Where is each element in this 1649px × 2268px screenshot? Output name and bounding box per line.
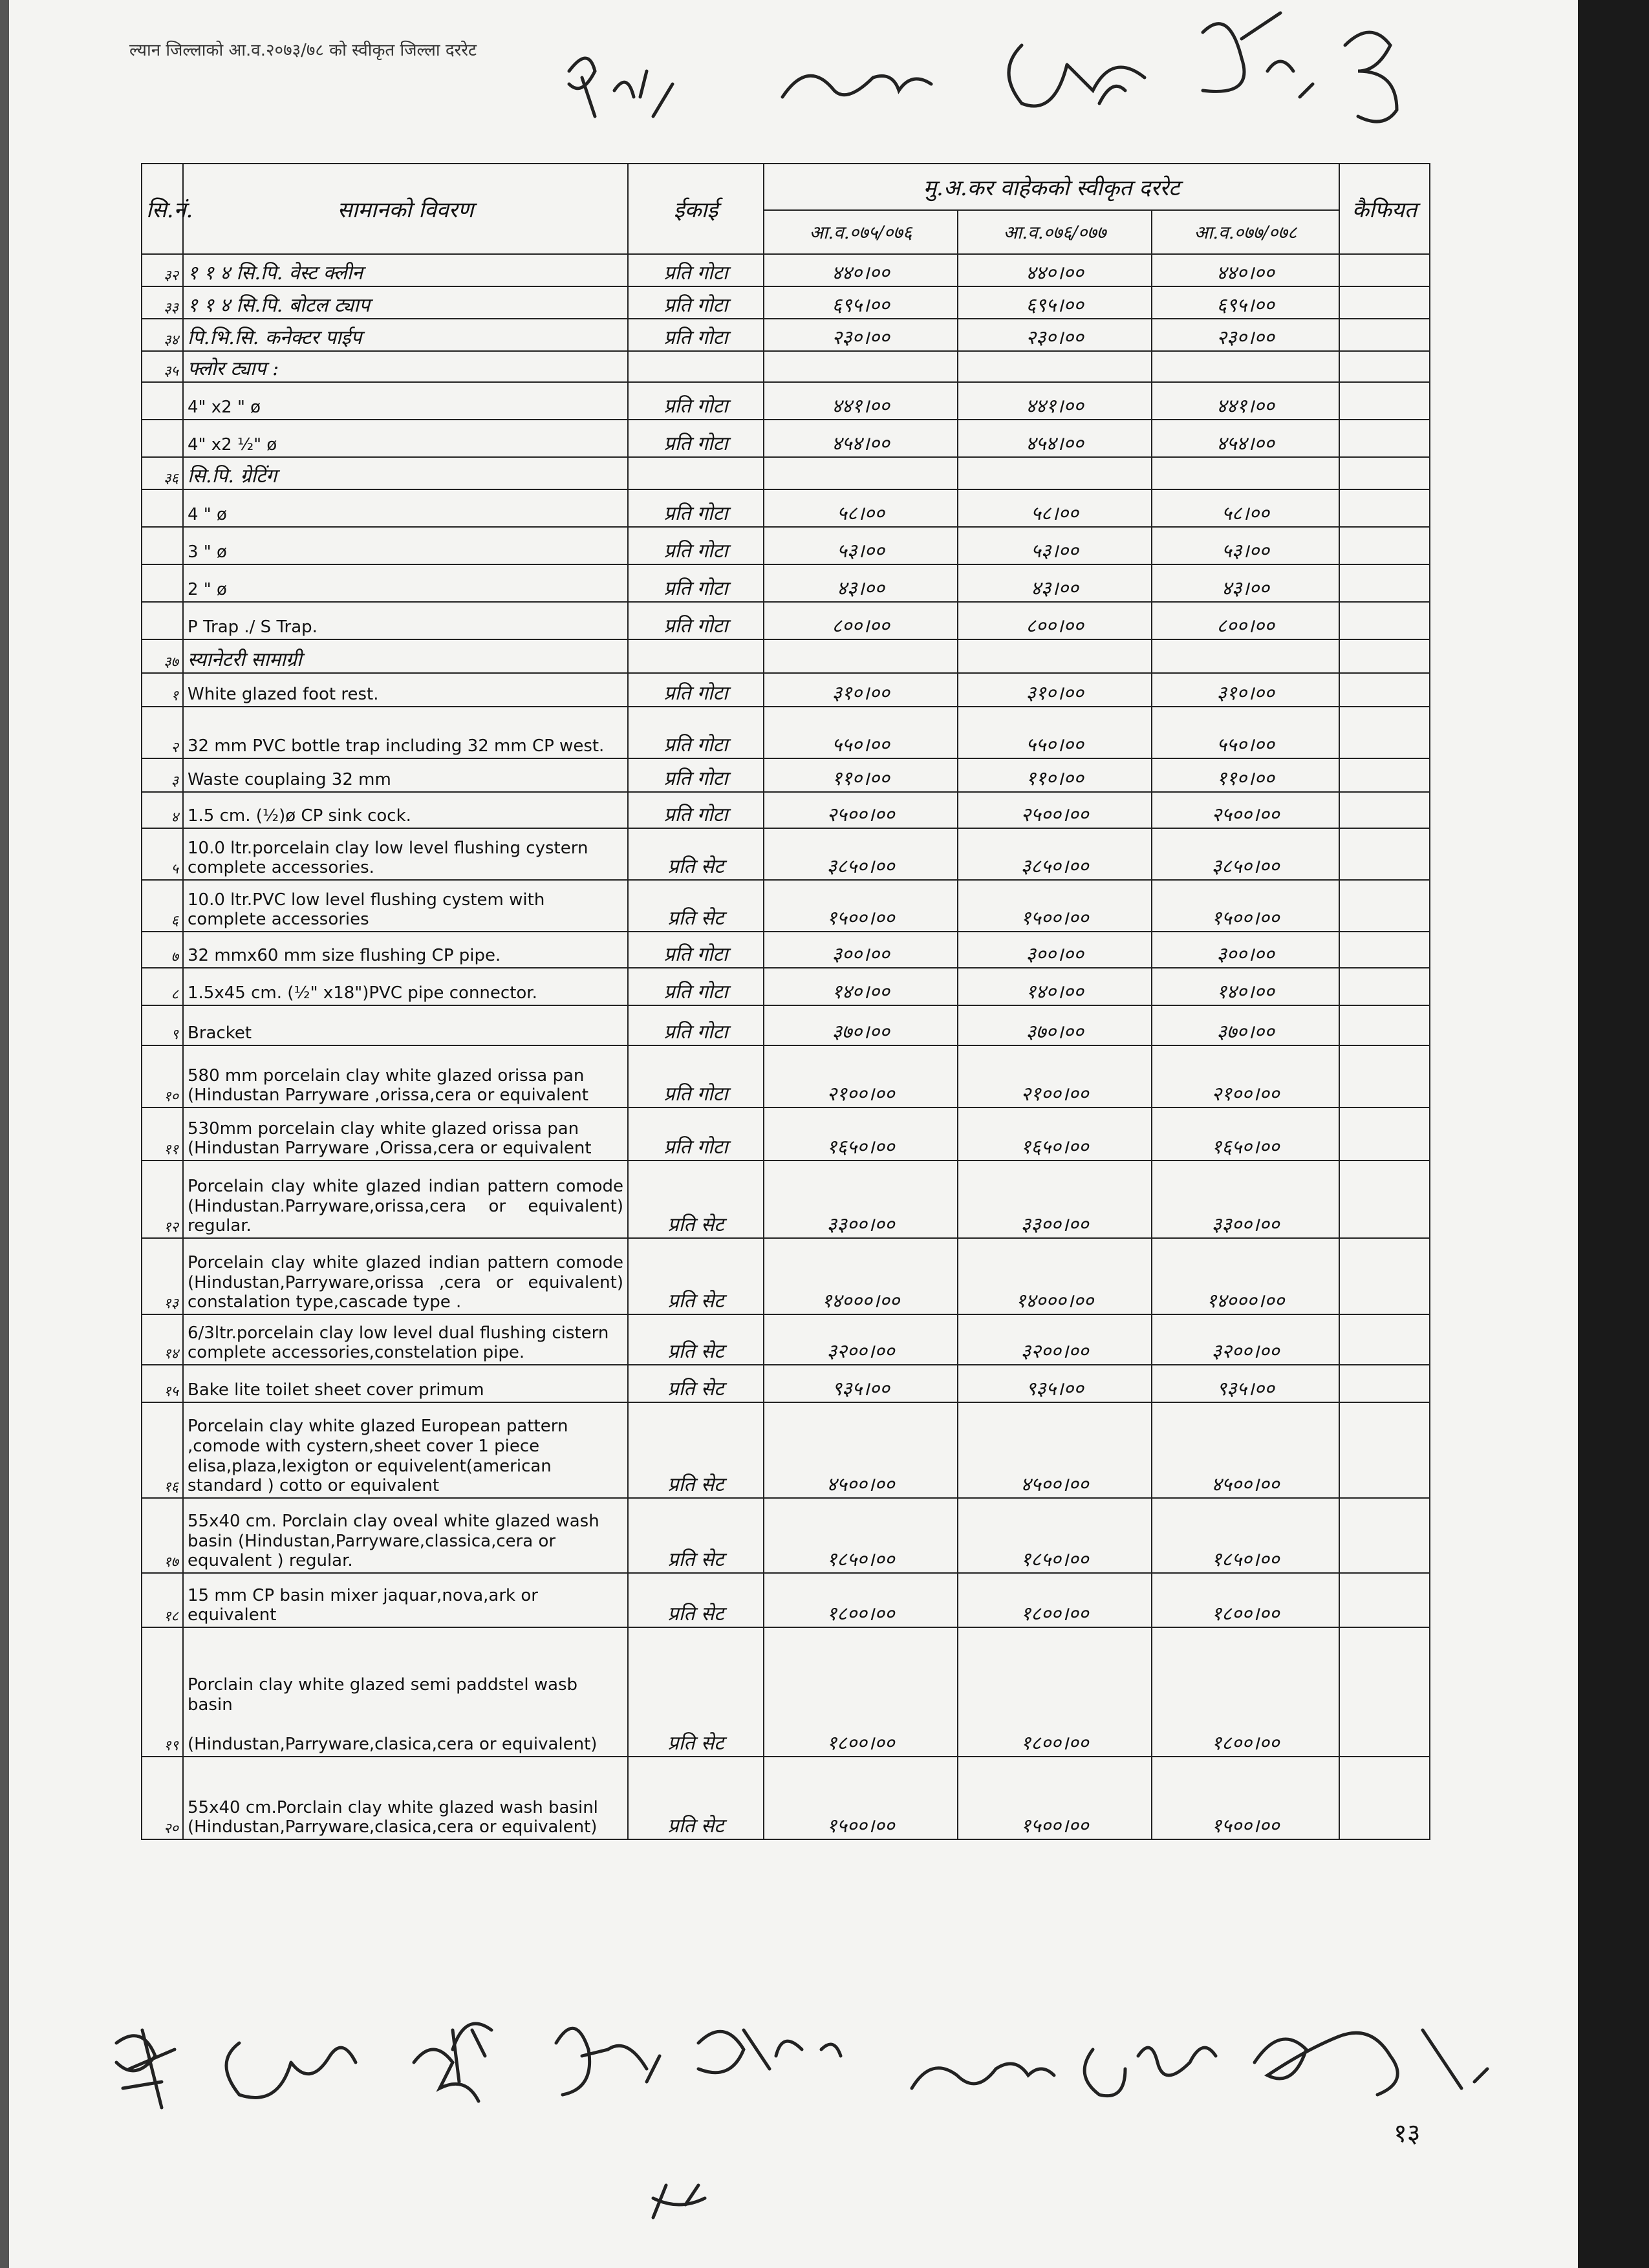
row-description: 3 " ø <box>183 527 628 564</box>
table-row <box>142 880 1430 932</box>
row-rate-fy2: १६५०।०० <box>958 1107 1152 1161</box>
row-remarks <box>1339 1045 1430 1107</box>
row-rate-fy2: ४५००।०० <box>958 1402 1152 1498</box>
col-description: सामानको विवरण <box>183 164 628 254</box>
row-sn: १२ <box>142 1161 183 1238</box>
row-remarks <box>1339 1161 1430 1238</box>
row-rate-fy1: ३२००।०० <box>764 1314 958 1365</box>
row-remarks <box>1339 1365 1430 1402</box>
page-number: १३ <box>1394 2119 1421 2148</box>
row-remarks <box>1339 828 1430 880</box>
row-unit: प्रति गोटा <box>628 1045 764 1107</box>
row-sn: ३७ <box>142 639 183 673</box>
col-fy3: आ.व.०७७/०७८ <box>1152 210 1339 254</box>
row-rate-fy1: १६५०।०० <box>764 1107 958 1161</box>
row-rate-fy3: ३३००।०० <box>1152 1161 1339 1238</box>
row-description: 10.0 ltr.porcelain clay low level flushing cystern complete accessories. <box>183 828 628 880</box>
row-rate-fy2: २५००।०० <box>958 792 1152 828</box>
row-unit: प्रति गोटा <box>628 527 764 564</box>
col-fy1: आ.व.०७५/०७६ <box>764 210 958 254</box>
row-unit: प्रति सेट <box>628 880 764 932</box>
row-description: 10.0 ltr.PVC low level flushing cystem with complete accessories <box>183 880 628 932</box>
table-row <box>142 1314 1430 1365</box>
row-rate-fy2: ३३००।०० <box>958 1161 1152 1238</box>
row-rate-fy1: ४४०।०० <box>764 254 958 286</box>
row-sn: ८ <box>142 968 183 1005</box>
row-rate-fy2: ३७०।०० <box>958 1005 1152 1045</box>
row-description: 580 mm porcelain clay white glazed orissa pan (Hindustan Parryware ,orissa,cera or equivalent <box>183 1045 628 1107</box>
row-rate-fy1: ३००।०० <box>764 932 958 968</box>
row-sn: १९ <box>142 1627 183 1757</box>
row-rate-fy3: ११०।०० <box>1152 758 1339 792</box>
row-rate-fy2 <box>958 457 1152 489</box>
row-rate-fy2: २१००।०० <box>958 1045 1152 1107</box>
row-rate-fy2: ११०।०० <box>958 758 1152 792</box>
row-description: 4" x2 " ø <box>183 382 628 420</box>
row-rate-fy1: १४०।०० <box>764 968 958 1005</box>
row-sn: १६ <box>142 1402 183 1498</box>
row-sn: ३४ <box>142 319 183 351</box>
row-unit: प्रति गोटा <box>628 792 764 828</box>
row-remarks <box>1339 1757 1430 1839</box>
row-unit: प्रति सेट <box>628 1757 764 1839</box>
row-remarks <box>1339 254 1430 286</box>
row-rate-fy3: ४५००।०० <box>1152 1402 1339 1498</box>
row-rate-fy2 <box>958 639 1152 673</box>
row-rate-fy3: ८००।०० <box>1152 602 1339 639</box>
table-row <box>142 1498 1430 1573</box>
table-row <box>142 1161 1430 1238</box>
row-remarks <box>1339 489 1430 527</box>
row-description: 15 mm CP basin mixer jaquar,nova,ark or equivalent <box>183 1573 628 1627</box>
row-rate-fy1 <box>764 351 958 382</box>
row-description: पि.भि.सि. कनेक्टर पाईप <box>183 319 628 351</box>
row-remarks <box>1339 420 1430 457</box>
table-row <box>142 673 1430 707</box>
row-description: 4" x2 ½" ø <box>183 420 628 457</box>
row-unit: प्रति सेट <box>628 1627 764 1757</box>
row-rate-fy3: ३००।०० <box>1152 932 1339 968</box>
row-rate-fy3: ९३५।०० <box>1152 1365 1339 1402</box>
row-rate-fy1: ५३।०० <box>764 527 958 564</box>
col-remarks: कैफियत <box>1339 164 1430 254</box>
row-rate-fy1: ३३००।०० <box>764 1161 958 1238</box>
row-rate-fy1: ९३५।०० <box>764 1365 958 1402</box>
row-rate-fy3 <box>1152 457 1339 489</box>
rate-table <box>141 163 1430 1840</box>
table-row <box>142 1365 1430 1402</box>
row-rate-fy3: ३१०।०० <box>1152 673 1339 707</box>
row-rate-fy2: ४३।०० <box>958 564 1152 602</box>
row-remarks <box>1339 457 1430 489</box>
row-sn: ५ <box>142 828 183 880</box>
table-row <box>142 1757 1430 1839</box>
row-rate-fy2: ५५०।०० <box>958 707 1152 758</box>
row-rate-fy2: १८५०।०० <box>958 1498 1152 1573</box>
row-rate-fy2: १४०००।०० <box>958 1238 1152 1314</box>
row-description: 4 " ø <box>183 489 628 527</box>
row-sn: २ <box>142 707 183 758</box>
row-unit: प्रति गोटा <box>628 420 764 457</box>
row-unit <box>628 457 764 489</box>
row-remarks <box>1339 639 1430 673</box>
row-description: 1.5 cm. (½)ø CP sink cock. <box>183 792 628 828</box>
row-sn: ७ <box>142 932 183 968</box>
row-rate-fy1: ८००।०० <box>764 602 958 639</box>
row-rate-fy3: ३८५०।०० <box>1152 828 1339 880</box>
row-unit: प्रति गोटा <box>628 1107 764 1161</box>
row-remarks <box>1339 880 1430 932</box>
row-rate-fy1: २५००।०० <box>764 792 958 828</box>
row-unit: प्रति गोटा <box>628 1005 764 1045</box>
row-description: Porcelain clay white glazed European pattern ,comode with cystern,sheet cover 1 piece elisa,plaza,lexigton or equivelent(american standard ) cotto or equivalent <box>183 1402 628 1498</box>
row-unit: प्रति सेट <box>628 828 764 880</box>
table-row <box>142 639 1430 673</box>
row-description: Porclain clay white glazed semi paddstel wasb basin (Hindustan,Parryware,clasica,cera or equivalent) <box>183 1627 628 1757</box>
row-rate-fy1: ६९५।०० <box>764 286 958 319</box>
row-sn: १८ <box>142 1573 183 1627</box>
row-unit: प्रति गोटा <box>628 932 764 968</box>
row-rate-fy1: ५८।०० <box>764 489 958 527</box>
row-rate-fy3: २१००।०० <box>1152 1045 1339 1107</box>
row-remarks <box>1339 1627 1430 1757</box>
row-rate-fy2: ५३।०० <box>958 527 1152 564</box>
row-rate-fy3: ५३।०० <box>1152 527 1339 564</box>
row-description: 6/3ltr.porcelain clay low level dual flushing cistern complete accessories,constelation pipe. <box>183 1314 628 1365</box>
table-header-row <box>142 164 1430 210</box>
row-rate-fy2: १८००।०० <box>958 1573 1152 1627</box>
row-remarks <box>1339 319 1430 351</box>
row-rate-fy3 <box>1152 639 1339 673</box>
row-sn: ३ <box>142 758 183 792</box>
row-unit: प्रति गोटा <box>628 673 764 707</box>
row-sn: ६ <box>142 880 183 932</box>
signatures-top <box>0 0 1649 168</box>
table-row <box>142 420 1430 457</box>
header-note: ल्यान जिल्लाको आ.व.२०७३/७८ को स्वीकृत जिल्ला दररेट <box>129 41 477 60</box>
row-sn: ३६ <box>142 457 183 489</box>
table-row <box>142 1573 1430 1627</box>
row-rate-fy3: १८००।०० <box>1152 1627 1339 1757</box>
table-row <box>142 1238 1430 1314</box>
table-row <box>142 351 1430 382</box>
row-sn <box>142 489 183 527</box>
row-rate-fy1: ३७०।०० <box>764 1005 958 1045</box>
table-row <box>142 286 1430 319</box>
row-sn: २० <box>142 1757 183 1839</box>
row-sn: १३ <box>142 1238 183 1314</box>
row-sn: ३३ <box>142 286 183 319</box>
row-unit: प्रति गोटा <box>628 319 764 351</box>
row-rate-fy3: १८००।०० <box>1152 1573 1339 1627</box>
table-row <box>142 382 1430 420</box>
row-remarks <box>1339 968 1430 1005</box>
row-rate-fy2: २३०।०० <box>958 319 1152 351</box>
row-remarks <box>1339 1005 1430 1045</box>
row-rate-fy1: ४५००।०० <box>764 1402 958 1498</box>
row-description: P Trap ./ S Trap. <box>183 602 628 639</box>
table-row <box>142 1107 1430 1161</box>
row-remarks <box>1339 351 1430 382</box>
row-unit: प्रति गोटा <box>628 707 764 758</box>
table-row <box>142 707 1430 758</box>
row-remarks <box>1339 673 1430 707</box>
row-unit <box>628 639 764 673</box>
table-row <box>142 932 1430 968</box>
row-rate-fy1: ३८५०।०० <box>764 828 958 880</box>
row-unit <box>628 351 764 382</box>
table-row <box>142 254 1430 286</box>
row-sn <box>142 602 183 639</box>
row-remarks <box>1339 564 1430 602</box>
row-rate-fy1 <box>764 457 958 489</box>
row-rate-fy1: ३१०।०० <box>764 673 958 707</box>
row-description: Porcelain clay white glazed indian pattern comode (Hindustan,Parryware,orissa ,cera or equivalent) constalation type,cascade type . <box>183 1238 628 1314</box>
row-unit: प्रति सेट <box>628 1238 764 1314</box>
row-rate-fy3: ४४०।०० <box>1152 254 1339 286</box>
row-unit: प्रति गोटा <box>628 968 764 1005</box>
row-rate-fy3: १६५०।०० <box>1152 1107 1339 1161</box>
table-row <box>142 792 1430 828</box>
row-rate-fy3: ४५४।०० <box>1152 420 1339 457</box>
table-row <box>142 489 1430 527</box>
row-rate-fy3: २५००।०० <box>1152 792 1339 828</box>
table-row <box>142 564 1430 602</box>
row-remarks <box>1339 707 1430 758</box>
row-remarks <box>1339 932 1430 968</box>
row-rate-fy3: ३२००।०० <box>1152 1314 1339 1365</box>
row-rate-fy2: ४४१।०० <box>958 382 1152 420</box>
row-remarks <box>1339 1402 1430 1498</box>
table-row <box>142 1045 1430 1107</box>
row-rate-fy2: ९३५।०० <box>958 1365 1152 1402</box>
row-sn: १ <box>142 673 183 707</box>
row-unit: प्रति गोटा <box>628 602 764 639</box>
row-remarks <box>1339 527 1430 564</box>
col-sn: सि.नं. <box>142 164 183 254</box>
row-rate-fy3: ४४१।०० <box>1152 382 1339 420</box>
row-description: Bake lite toilet sheet cover primum <box>183 1365 628 1402</box>
table-row <box>142 758 1430 792</box>
row-sn: ४ <box>142 792 183 828</box>
row-remarks <box>1339 1314 1430 1365</box>
row-remarks <box>1339 792 1430 828</box>
row-unit: प्रति गोटा <box>628 758 764 792</box>
row-remarks <box>1339 602 1430 639</box>
row-unit: प्रति सेट <box>628 1573 764 1627</box>
row-rate-fy3: १८५०।०० <box>1152 1498 1339 1573</box>
row-rate-fy2: ३२००।०० <box>958 1314 1152 1365</box>
row-remarks <box>1339 286 1430 319</box>
row-unit: प्रति सेट <box>628 1314 764 1365</box>
col-fy2: आ.व.०७६/०७७ <box>958 210 1152 254</box>
row-description: फ्लोर ट्याप : <box>183 351 628 382</box>
row-sn: ९ <box>142 1005 183 1045</box>
row-rate-fy2: ८००।०० <box>958 602 1152 639</box>
table-row <box>142 527 1430 564</box>
row-sn <box>142 527 183 564</box>
row-unit: प्रति सेट <box>628 1161 764 1238</box>
row-description: सि.पि. ग्रेटिंग <box>183 457 628 489</box>
row-unit: प्रति सेट <box>628 1498 764 1573</box>
table-row <box>142 1005 1430 1045</box>
row-rate-fy2: ३००।०० <box>958 932 1152 968</box>
row-rate-fy1: ११०।०० <box>764 758 958 792</box>
row-unit: प्रति गोटा <box>628 382 764 420</box>
row-description: 55x40 cm.Porclain clay white glazed wash basinl (Hindustan,Parryware,clasica,cera or equivalent) <box>183 1757 628 1839</box>
row-description: Porcelain clay white glazed indian pattern comode (Hindustan.Parryware,orissa,cera or equivalent) regular. <box>183 1161 628 1238</box>
row-rate-fy2: ४५४।०० <box>958 420 1152 457</box>
row-description: Bracket <box>183 1005 628 1045</box>
row-sn: १० <box>142 1045 183 1107</box>
table-row <box>142 828 1430 880</box>
row-rate-fy3: ४३।०० <box>1152 564 1339 602</box>
row-rate-fy1: १५००।०० <box>764 880 958 932</box>
row-remarks <box>1339 1498 1430 1573</box>
row-rate-fy1: १८००।०० <box>764 1573 958 1627</box>
row-rate-fy3: ६९५।०० <box>1152 286 1339 319</box>
table-row <box>142 602 1430 639</box>
row-rate-fy3: २३०।०० <box>1152 319 1339 351</box>
table-body <box>142 254 1430 1839</box>
row-description: स्यानेटरी सामाग्री <box>183 639 628 673</box>
row-rate-fy3: ५५०।०० <box>1152 707 1339 758</box>
row-rate-fy1: ५५०।०० <box>764 707 958 758</box>
row-description: 32 mm PVC bottle trap including 32 mm CP west. <box>183 707 628 758</box>
row-rate-fy3: ३७०।०० <box>1152 1005 1339 1045</box>
row-rate-fy2: ३१०।०० <box>958 673 1152 707</box>
row-unit: प्रति सेट <box>628 1365 764 1402</box>
row-rate-fy2: १५००।०० <box>958 1757 1152 1839</box>
table-row <box>142 1402 1430 1498</box>
row-rate-fy3: १४०००।०० <box>1152 1238 1339 1314</box>
row-description: 530mm porcelain clay white glazed orissa pan (Hindustan Parryware ,Orissa,cera or equivalent <box>183 1107 628 1161</box>
row-rate-fy2: १५००।०० <box>958 880 1152 932</box>
row-remarks <box>1339 1107 1430 1161</box>
row-description: Waste couplaing 32 mm <box>183 758 628 792</box>
table-row <box>142 457 1430 489</box>
row-sn: ११ <box>142 1107 183 1161</box>
row-sn <box>142 564 183 602</box>
row-unit: प्रति गोटा <box>628 286 764 319</box>
row-rate-fy1: १४०००।०० <box>764 1238 958 1314</box>
row-unit: प्रति गोटा <box>628 254 764 286</box>
row-rate-fy1: ४४१।०० <box>764 382 958 420</box>
table-row <box>142 968 1430 1005</box>
row-rate-fy1: १५००।०० <box>764 1757 958 1839</box>
row-rate-fy2: ३८५०।०० <box>958 828 1152 880</box>
row-description: 2 " ø <box>183 564 628 602</box>
row-rate-fy2: ४४०।०० <box>958 254 1152 286</box>
row-unit: प्रति गोटा <box>628 564 764 602</box>
row-sn: १५ <box>142 1365 183 1402</box>
row-rate-fy1: २१००।०० <box>764 1045 958 1107</box>
row-rate-fy2 <box>958 351 1152 382</box>
row-remarks <box>1339 758 1430 792</box>
table-row <box>142 319 1430 351</box>
col-rate-group: मु.अ.कर वाहेकको स्वीकृत दररेट <box>764 164 1339 210</box>
row-description: १ १ ४ सि.पि. बोटल ट्याप <box>183 286 628 319</box>
row-description: 55x40 cm. Porclain clay oveal white glazed wash basin (Hindustan,Parryware,classica,cera or equvalent ) regular. <box>183 1498 628 1573</box>
row-sn <box>142 382 183 420</box>
row-sn: ३५ <box>142 351 183 382</box>
row-description: १ १ ४ सि.पि. वेस्ट क्लीन <box>183 254 628 286</box>
row-remarks <box>1339 382 1430 420</box>
scan-edge-right <box>1578 0 1649 2268</box>
row-rate-fy1: १८५०।०० <box>764 1498 958 1573</box>
col-unit: ईकाई <box>628 164 764 254</box>
row-description: 1.5x45 cm. (½" x18")PVC pipe connector. <box>183 968 628 1005</box>
row-rate-fy3 <box>1152 351 1339 382</box>
table-row <box>142 1627 1430 1757</box>
row-rate-fy1 <box>764 639 958 673</box>
row-rate-fy3: ५८।०० <box>1152 489 1339 527</box>
row-rate-fy1: ४५४।०० <box>764 420 958 457</box>
row-rate-fy2: ५८।०० <box>958 489 1152 527</box>
row-sn <box>142 420 183 457</box>
row-rate-fy1: १८००।०० <box>764 1627 958 1757</box>
row-description: 32 mmx60 mm size flushing CP pipe. <box>183 932 628 968</box>
row-rate-fy1: ४३।०० <box>764 564 958 602</box>
row-sn: १७ <box>142 1498 183 1573</box>
row-rate-fy3: १५००।०० <box>1152 1757 1339 1839</box>
row-sn: १४ <box>142 1314 183 1365</box>
row-sn: ३२ <box>142 254 183 286</box>
row-rate-fy2: १८००।०० <box>958 1627 1152 1757</box>
row-remarks <box>1339 1238 1430 1314</box>
row-rate-fy2: १४०।०० <box>958 968 1152 1005</box>
row-unit: प्रति सेट <box>628 1402 764 1498</box>
row-rate-fy3: १४०।०० <box>1152 968 1339 1005</box>
row-rate-fy1: २३०।०० <box>764 319 958 351</box>
row-rate-fy2: ६९५।०० <box>958 286 1152 319</box>
scan-edge-left <box>0 0 9 2268</box>
row-unit: प्रति गोटा <box>628 489 764 527</box>
row-rate-fy3: १५००।०० <box>1152 880 1339 932</box>
row-description: White glazed foot rest. <box>183 673 628 707</box>
row-remarks <box>1339 1573 1430 1627</box>
